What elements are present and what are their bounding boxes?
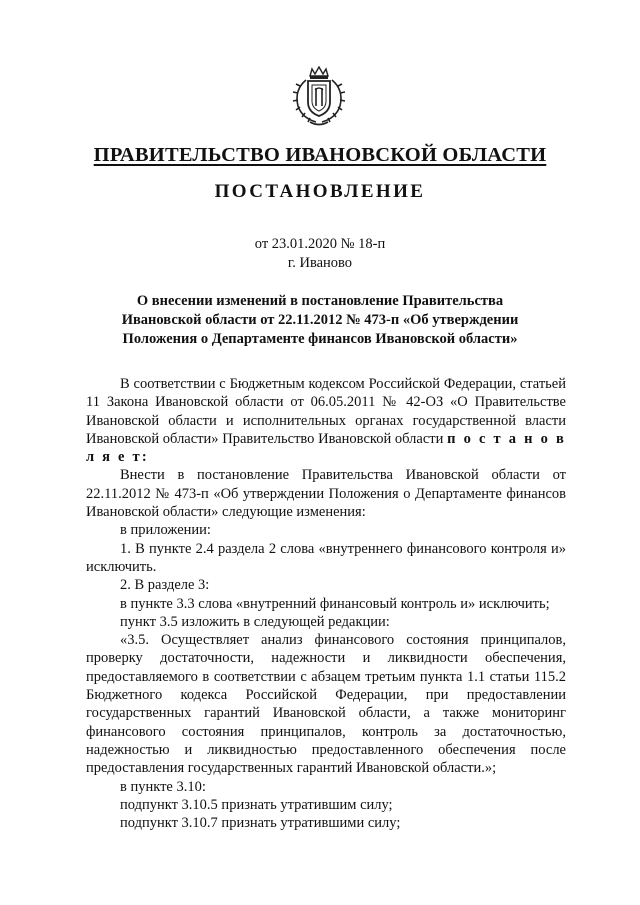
paragraph: подпункт 3.10.5 признать утратившим силу; <box>120 796 393 813</box>
government-title: ПРАВИТЕЛЬСТВО ИВАНОВСКОЙ ОБЛАСТИ <box>93 144 547 166</box>
resolves-word: п о с т а н о в л я е т: <box>86 430 566 466</box>
paragraph: пункт 3.5 изложить в следующей редакции: <box>120 613 390 630</box>
paragraph: в приложении: <box>120 522 211 539</box>
paragraph: «3.5. Осуществляет анализ финансового состояния принципалов, проверку достаточности, надежности и ликвидности обеспечения, предоставляемого в соответствии с абзацем третьим пункта 1.1 статьи 115.2 Бюджетного кодекса Российской Федерации, при предоставлении государственных гарантий Ивановской области, а также мониторинг финансового состояния принципалов, контроль за достаточностью, надежностью и ликвидностью предоставленного обеспечения после предоставления государственных гарантий Ивановской области.»; <box>86 632 566 777</box>
city: г. Иваново <box>287 255 353 271</box>
date-number: от 23.01.2020 № 18-п <box>254 236 386 252</box>
subject-line: Ивановской области от 22.11.2012 № 473-п «Об утверждении <box>121 312 519 328</box>
document-body <box>86 375 566 832</box>
paragraph: 2. В разделе 3: <box>120 577 210 594</box>
document-type-title: ПОСТАНОВЛЕНИЕ <box>214 181 426 202</box>
paragraph: в пункте 3.10: <box>120 778 206 795</box>
preamble-paragraph <box>86 375 566 466</box>
preamble-text: В соответствии с Бюджетным кодексом Российской Федерации, статьей 11 Закона Ивановской области от 06.05.2011 № 42-ОЗ «О Правительстве Ивановской области и исполнительных органах государственной власти Ивановской области» Правительство Ивановской области <box>86 376 566 447</box>
paragraph: 1. В пункте 2.4 раздела 2 слова «внутреннего финансового контроля и» исключить. <box>86 540 566 575</box>
paragraph: подпункт 3.10.7 признать утратившими силу; <box>120 815 401 832</box>
coat-of-arms-icon <box>288 66 350 128</box>
subject-line: Положения о Департаменте финансов Ивановской области» <box>122 331 518 347</box>
paragraph: Внести в постановление Правительства Ивановской области от 22.11.2012 № 473-п «Об утверждении Положения о Департаменте финансов Ивановской области» следующие изменения: <box>86 467 566 521</box>
paragraph: в пункте 3.3 слова «внутренний финансовый контроль и» исключить; <box>120 595 550 612</box>
subject-line: О внесении изменений в постановление Правительства <box>136 293 504 309</box>
subject-heading <box>90 292 550 349</box>
